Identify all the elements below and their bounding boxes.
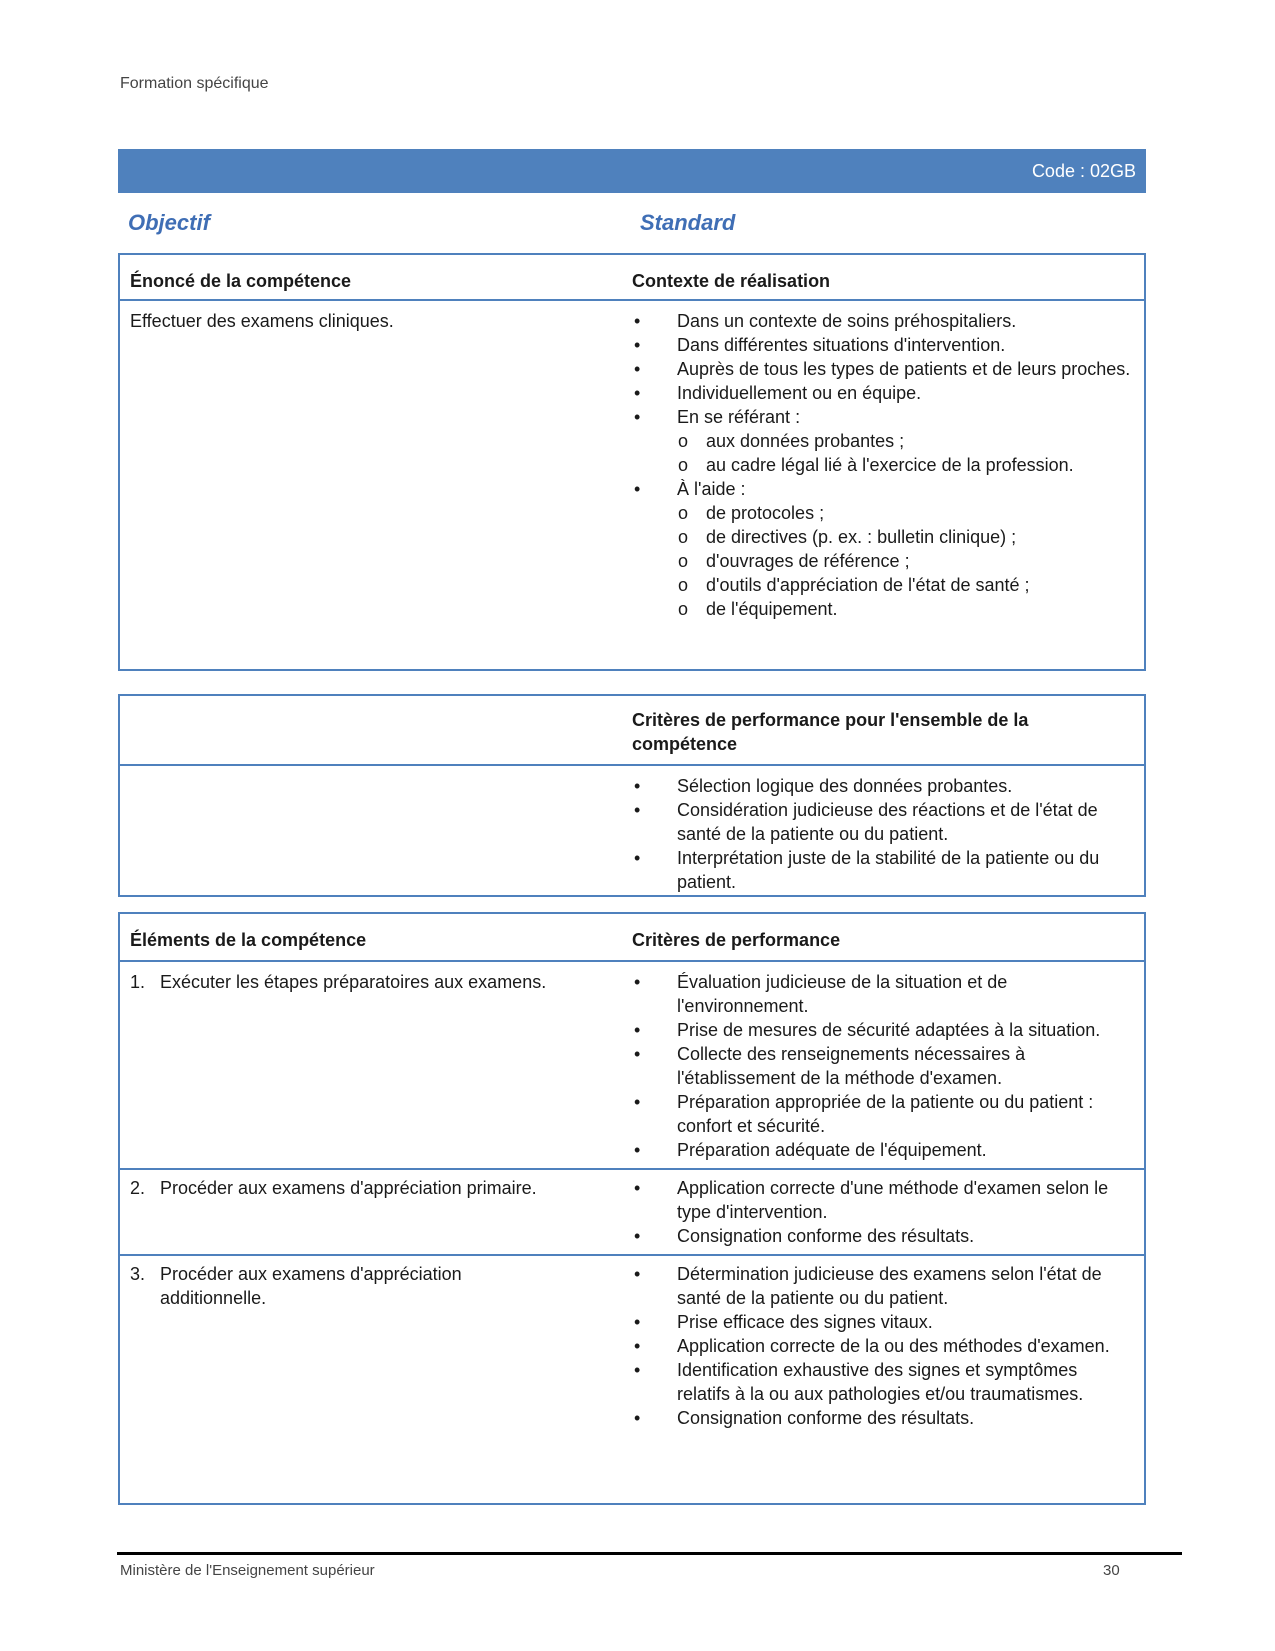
element-text: Procéder aux examens d'appréciation primaire. (160, 1178, 537, 1198)
criteria-item: • Évaluation judicieuse de la situation et de l'environnement. (632, 970, 1134, 1018)
contexte-subitem: o d'outils d'appréciation de l'état de santé ; (677, 573, 1134, 597)
global-criteria-body (120, 766, 1144, 894)
element-row (120, 962, 1144, 1168)
criteria-item: • Application correcte de la ou des méthodes d'examen. (632, 1334, 1134, 1358)
col-head-enonce: Énoncé de la compétence (130, 271, 352, 291)
criteria-list (632, 970, 1134, 1162)
contexte-item: • À l'aide : o de protocoles ; o de directives (p. ex. : bulletin clinique) ; o d'ouvrages de référence ; o d'outils d'appréciation de l'état de santé ; o de l'équipement. (632, 477, 1134, 621)
competence-table (118, 253, 1146, 671)
element-text: Procéder aux examens d'appréciation additionnelle. (160, 1264, 462, 1308)
criteria-item: • Consignation conforme des résultats. (632, 1406, 1134, 1430)
page-number: 30 (1103, 1562, 1120, 1579)
contexte-subitem: o aux données probantes ; (677, 429, 1134, 453)
criteria-item: • Détermination judicieuse des examens selon l'état de santé de la patiente ou du patient. (632, 1262, 1134, 1310)
col-head-criteres: Critères de performance (632, 930, 841, 950)
objectif-heading: Objectif (128, 210, 210, 235)
code-label: Code : 02GB (1031, 161, 1136, 181)
contexte-item: • En se référant : o aux données probantes ; o au cadre légal lié à l'exercice de la profession. (632, 405, 1134, 477)
page-header: Formation spécifique (120, 75, 269, 92)
competence-table-header (120, 255, 1144, 301)
criteria-item: • Collecte des renseignements nécessaires à l'établissement de la méthode d'examen. (632, 1042, 1134, 1090)
criteria-list (632, 1176, 1134, 1248)
element-number: 3. (130, 1264, 146, 1284)
global-criteria-table (118, 694, 1146, 897)
footer-ministry: Ministère de l'Enseignement supérieur (120, 1562, 375, 1579)
element-item (130, 1262, 632, 1310)
criteria-item: • Préparation appropriée de la patiente ou du patient : confort et sécurité. (632, 1090, 1134, 1138)
competence-statement: Effectuer des examens cliniques. (130, 311, 394, 331)
standard-heading: Standard (640, 210, 736, 235)
element-text: Exécuter les étapes préparatoires aux examens. (160, 972, 547, 992)
elements-table (118, 912, 1146, 1505)
contexte-list (632, 309, 1134, 621)
global-criteria-heading: Critères de performance pour l'ensemble de la compétence (632, 710, 1029, 754)
contexte-item: • Individuellement ou en équipe. (632, 381, 1134, 405)
element-item (130, 1176, 632, 1200)
contexte-subitem: o de l'équipement. (677, 597, 1134, 621)
contexte-subitem: o de protocoles ; (677, 501, 1134, 525)
footer-divider (117, 1552, 1182, 1555)
criteria-item: • Prise efficace des signes vitaux. (632, 1310, 1134, 1334)
criteria-item: • Considération judicieuse des réactions et de l'état de santé de la patiente ou du patient. (632, 798, 1134, 846)
contexte-item: • Dans différentes situations d'intervention. (632, 333, 1134, 357)
contexte-sublist (677, 501, 1134, 621)
col-head-elements: Éléments de la compétence (130, 930, 367, 950)
global-criteria-header (120, 696, 1144, 766)
criteria-item: • Sélection logique des données probantes. (632, 774, 1134, 798)
element-row (120, 1168, 1144, 1254)
elements-table-header (120, 914, 1144, 962)
section-headings (128, 210, 1138, 240)
criteria-item: • Préparation adéquate de l'équipement. (632, 1138, 1134, 1162)
contexte-sublist (677, 429, 1134, 477)
code-bar (118, 149, 1146, 193)
element-row (120, 1254, 1144, 1436)
criteria-item: • Consignation conforme des résultats. (632, 1224, 1134, 1248)
contexte-subitem: o d'ouvrages de référence ; (677, 549, 1134, 573)
element-item (130, 970, 632, 994)
criteria-item: • Prise de mesures de sécurité adaptées à la situation. (632, 1018, 1134, 1042)
contexte-item: • Auprès de tous les types de patients et de leurs proches. (632, 357, 1134, 381)
element-number: 1. (130, 972, 146, 992)
criteria-item: • Interprétation juste de la stabilité de la patiente ou du patient. (632, 846, 1134, 894)
contexte-subitem: o au cadre légal lié à l'exercice de la profession. (677, 453, 1134, 477)
criteria-item: • Application correcte d'une méthode d'examen selon le type d'intervention. (632, 1176, 1134, 1224)
criteria-item: • Identification exhaustive des signes et symptômes relatifs à la ou aux pathologies et/ou traumatismes. (632, 1358, 1134, 1406)
criteria-list (632, 1262, 1134, 1430)
col-head-contexte: Contexte de réalisation (632, 271, 831, 291)
competence-table-body (120, 301, 1144, 621)
contexte-subitem: o de directives (p. ex. : bulletin clinique) ; (677, 525, 1134, 549)
global-criteria-list (632, 774, 1134, 894)
element-number: 2. (130, 1178, 146, 1198)
contexte-item: • Dans un contexte de soins préhospitaliers. (632, 309, 1134, 333)
